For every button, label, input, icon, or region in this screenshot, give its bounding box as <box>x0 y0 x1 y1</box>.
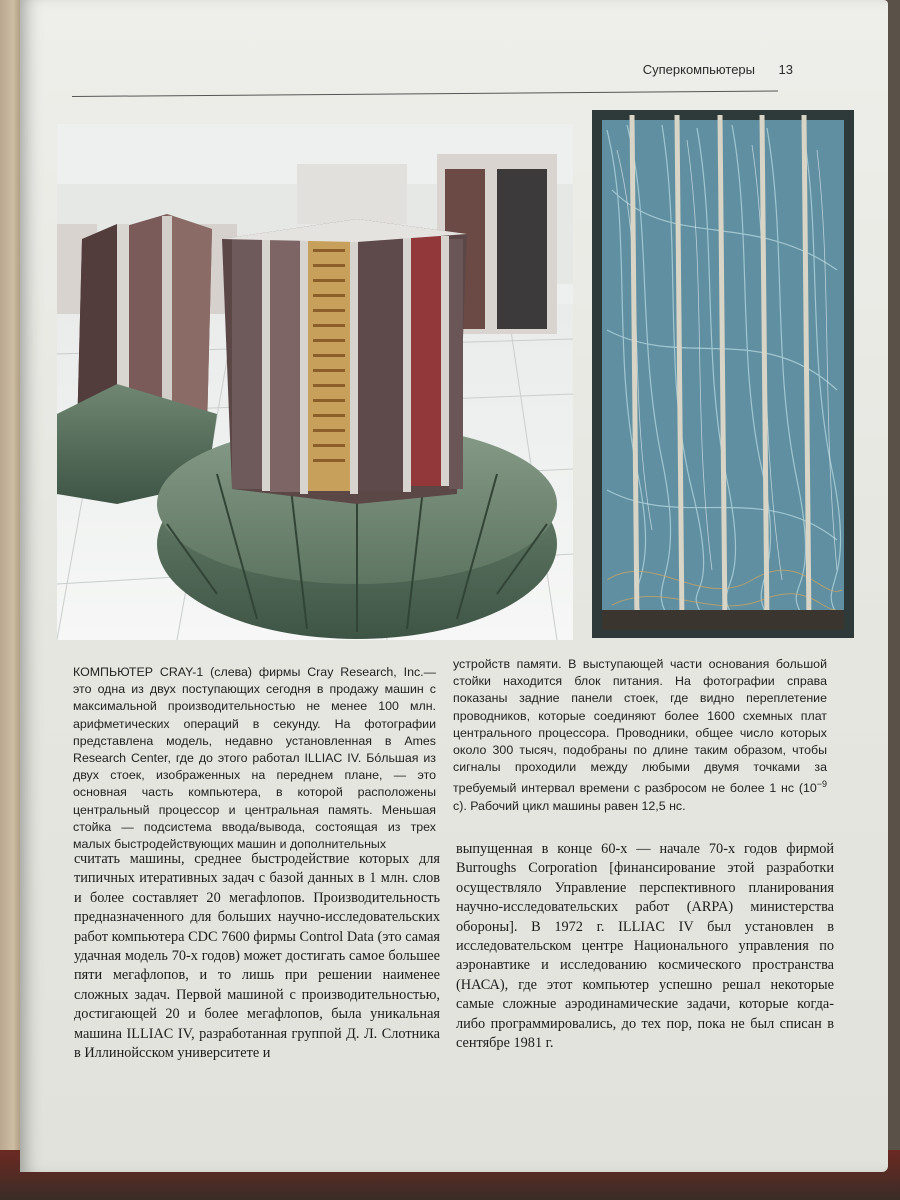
cray-1-illustration <box>57 124 573 640</box>
caption-right-text: устройств памяти. В выступающей части основания большой стойки находится блок питания. На фотографии справа показаны задние панели стоек, где видно переплетение проводников, которые соединяют более 1600 схемных плат центрального процессора. Проводники, общее число которых около 300 тысяч, подобраны по длине таким образом, чтобы сигналы проходили между любыми двумя точками за требуемый интервал времени с разбросом не более 1 нс (10 <box>453 657 827 796</box>
body-column-left: считать машины, среднее быстродействие которых для типичных итеративных задач с базой данных в 1 млн. слов и более составляет 20 мегафлопов. Производительность предназначенного для больших научно-исследовательских работ компьютера CDC 7600 фирмы Control Data (это самая удачная модель 70-х годов) может достигать самое большее пяти мегафлопов, и то лишь при решении наименее сложных задач. Первой машиной с производительностью, достигающей 20 и более мегафлопов, была уникальная машина ILLIAC IV, разработанная группой Д. Л. Слотника в Иллинойсском университете и <box>74 851 440 1062</box>
running-header <box>70 62 795 82</box>
wiring-illustration <box>592 110 854 638</box>
section-title: Суперкомпьютеры <box>642 62 755 77</box>
photo-caption-right <box>453 656 827 815</box>
body-column-right: выпущенная в конце 60-х — начале 70-х годов фирмой Burroughs Corporation [финансирование этой разработки осуществляло Управление перспективного планирования научно-исследовательских работ (ARPA) министерства обороны]. В 1972 г. ILLIAC IV был установлен в исследовательском центре Национального управления по аэронавтике и исследованию космического пространства (НАСА), где этот компьютер успешно решал некоторые самые сложные аэродинамические задачи, которые когда-либо программировались, до тех пор, пока не был списан в сентябре 1981 г. <box>456 841 834 1052</box>
caption-exponent: −9 <box>816 779 827 790</box>
wiring-photo <box>592 110 854 638</box>
cray-1-photo <box>57 124 573 640</box>
page-number: 13 <box>778 62 793 77</box>
caption-right-tail: с). Рабочий цикл машины равен 12,5 нс. <box>453 798 686 813</box>
book-spine-edge <box>0 0 22 1200</box>
photo-caption-left: КОМПЬЮТЕР CRAY-1 (слева) фирмы Cray Research, Inc.— это одна из двух поступающих сегодня в продажу машин с максимальной производительностью не менее 100 млн. арифметических операций в секунду. На фотографии представлена модель, недавно установленная в Ames Research Center, где до этого работал ILLIAC IV. Бóльшая из двух стоек, изображенных на переднем плане, — это основная часть компьютера, в которой расположены центральный процессор и центральная память. Меньшая стойка — подсистема ввода/вывода, состоящая из трех малых быстродействующих машин и дополнительных <box>73 665 436 852</box>
